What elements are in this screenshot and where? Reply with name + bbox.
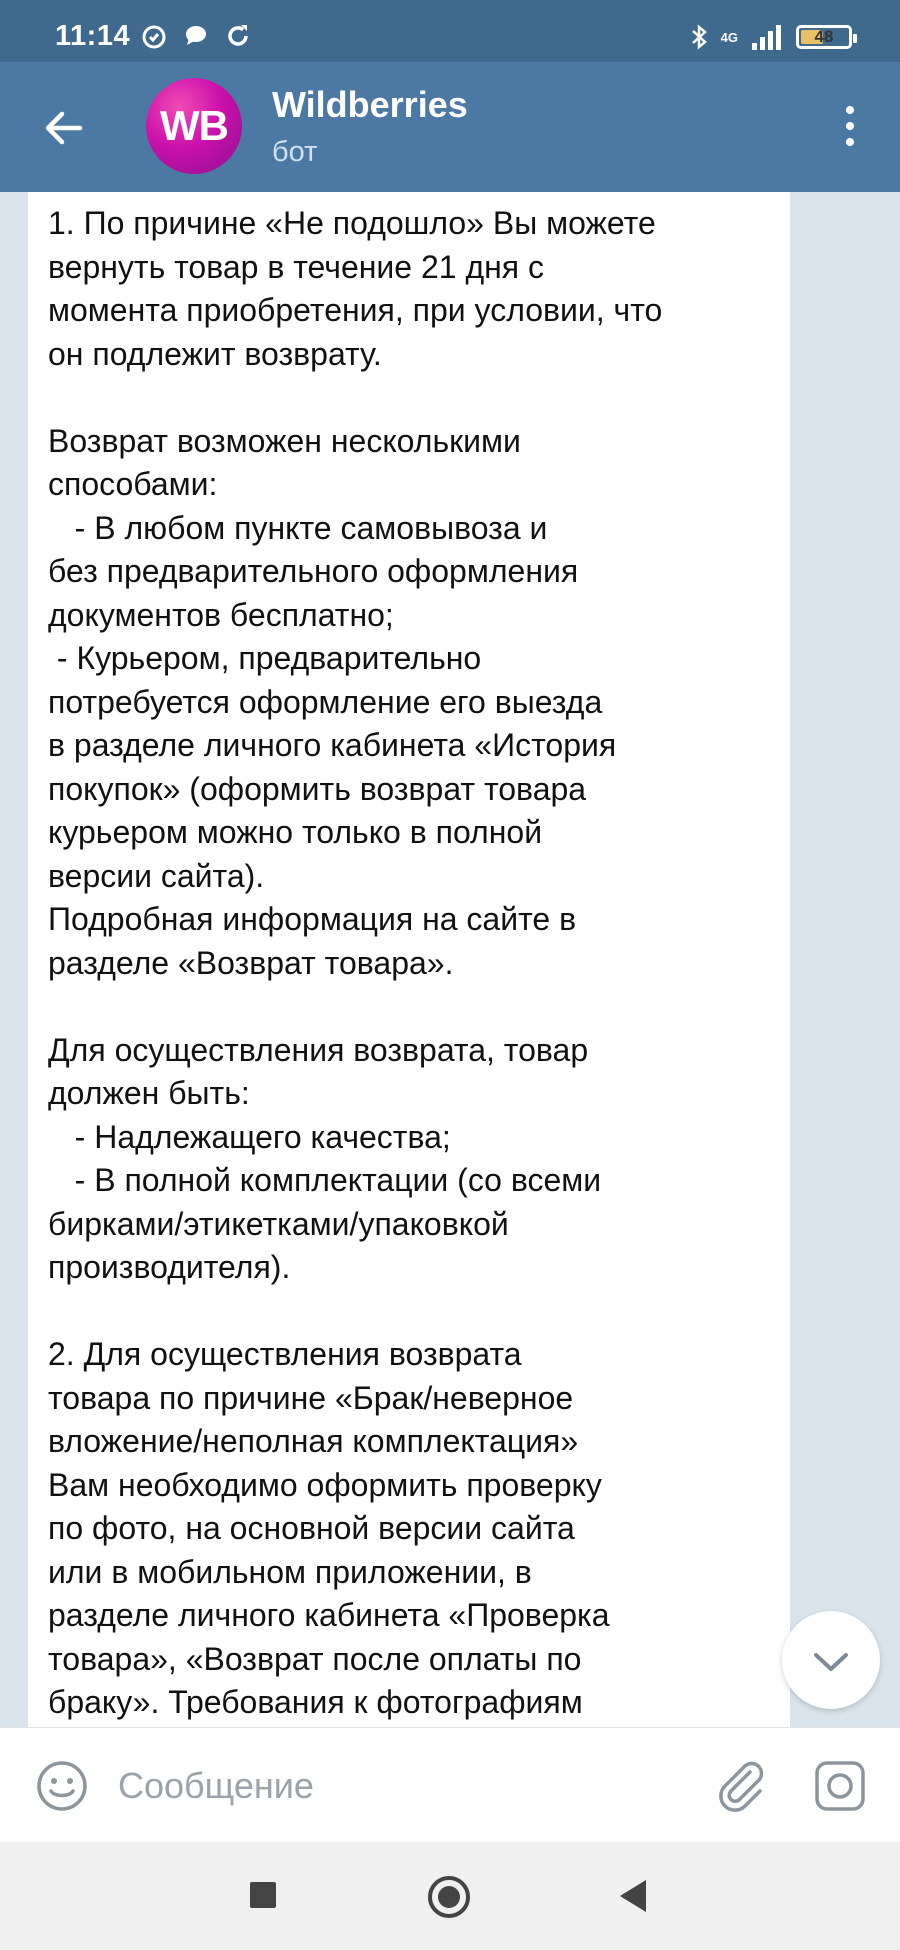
arrow-left-icon[interactable] (36, 100, 92, 156)
system-back-button[interactable] (620, 1880, 646, 1912)
status-bar (0, 0, 900, 62)
battery-icon (796, 25, 852, 49)
camera-icon[interactable] (812, 1758, 868, 1814)
chat-area[interactable] (0, 192, 900, 1727)
recent-apps-button[interactable] (250, 1882, 276, 1908)
message-input[interactable] (118, 1758, 678, 1814)
bluetooth-icon (689, 22, 709, 52)
chat-header (0, 62, 900, 192)
chat-bubble-icon (182, 22, 210, 50)
chat-subtitle: бот (272, 136, 318, 168)
status-right-icons (689, 22, 852, 52)
avatar[interactable] (146, 78, 242, 174)
scroll-down-button[interactable] (782, 1611, 880, 1709)
chevron-down-icon (782, 1611, 880, 1709)
message-bubble (28, 192, 790, 1727)
message-text: 1. По причине «Не подошло» Вы можете вернуть товар в течение 21 дня с момента приобретения, при условии, что он подлежит возврату. Возврат возможен несколькими способами: - В любом пункте самовывоза и без предварительного оформления документов бесплатно; - Курьером, предварительно потребуется оформление его выезда в разделе личного кабинета «История покупок» (оформить возврат товара курьером можно только в полной версии сайта). Подробная информация на сайте в разделе «Возврат товара». Для осуществления возврата, товар должен быть: - Надлежащего качества; - В полной комплектации (со всеми бирками/этикетками/упаковкой производителя). 2. Для осуществления возврата товара по причине «Брак/неверное вложение/неполная комплектация» Вам необходимо оформить проверку по фото, на основной версии сайта или в мобильном приложении, в разделе личного кабинета «Проверка товара», «Возврат после оплаты по браку». Требования к фотографиям (48, 205, 663, 1720)
alarm-icon (140, 22, 168, 50)
chat-title[interactable]: Wildberries (272, 84, 468, 125)
network-type: 4G (720, 29, 738, 45)
status-time: 11:14 (55, 20, 131, 52)
emoji-icon[interactable] (34, 1758, 90, 1814)
home-button[interactable] (428, 1876, 470, 1918)
paperclip-icon[interactable] (710, 1754, 770, 1814)
message-input-bar (0, 1727, 900, 1842)
battery-level: 48 (814, 27, 834, 46)
avatar-text: WB (160, 102, 228, 149)
system-nav-bar (0, 1842, 900, 1950)
status-left-icons (140, 22, 252, 50)
signal-icon (750, 23, 784, 51)
more-vertical-icon[interactable] (840, 102, 860, 152)
sync-icon (224, 22, 252, 50)
